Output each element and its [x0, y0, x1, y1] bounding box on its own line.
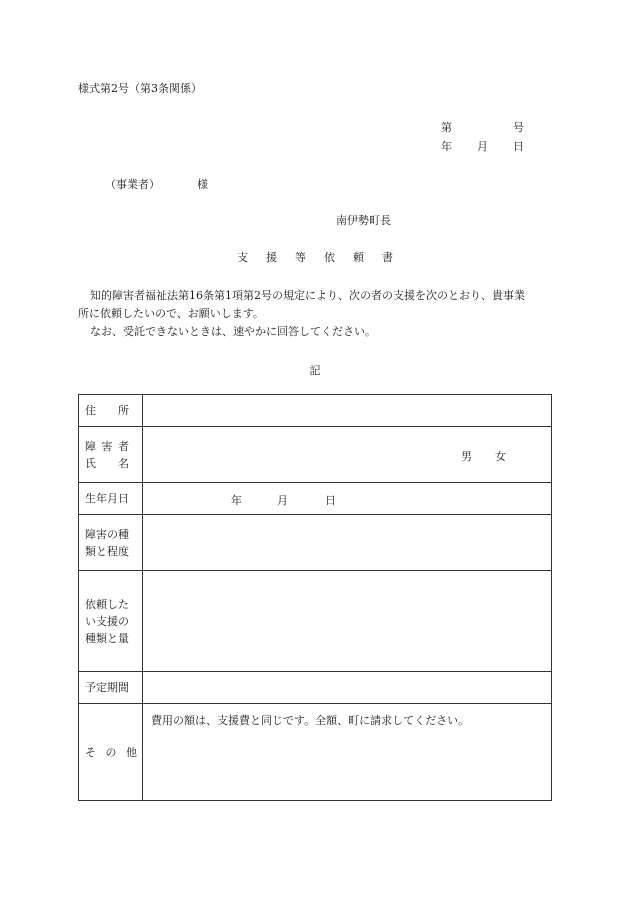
birth-month: 月 — [277, 493, 288, 507]
label-char: の — [105, 745, 117, 759]
label-other — [79, 704, 143, 801]
body-line-2: 所に依頼したいので、お願いします。 — [78, 307, 264, 320]
ki-heading: 記 — [309, 364, 321, 377]
label-char: そ — [85, 745, 96, 759]
request-table — [78, 394, 552, 801]
title-char: 頼 — [353, 251, 364, 264]
date-year: 年 — [441, 140, 452, 153]
title-char: 書 — [382, 251, 393, 264]
label-line: い支援の — [85, 614, 129, 628]
number-suffix: 号 — [513, 121, 524, 134]
label-line: 障害の種 — [85, 527, 129, 541]
label-char: 住 — [85, 404, 96, 417]
label-line: 類と程度 — [85, 544, 129, 558]
title-char: 援 — [266, 251, 277, 264]
row-requested-support — [79, 571, 552, 672]
label-disability — [79, 515, 143, 571]
label-requested-support — [79, 571, 143, 672]
field-disability[interactable] — [143, 515, 552, 571]
recipient-honorific: 様 — [197, 178, 208, 191]
label-address — [79, 395, 143, 427]
form-number: 様式第2号（第3条関係） — [78, 82, 202, 95]
field-other[interactable] — [143, 704, 552, 801]
title-char: 支 — [237, 251, 248, 264]
row-address — [79, 395, 552, 427]
body-line-1: 知的障害者福祉法第16条第1項第2号の規定により、次の者の支援を次のとおり、貴事業 — [90, 289, 525, 302]
field-period[interactable] — [143, 672, 552, 704]
label-line: 種類と量 — [85, 631, 129, 645]
label-char: 害 — [101, 439, 113, 453]
title-char: 等 — [295, 251, 306, 264]
row-period — [79, 672, 552, 704]
label-line: 依頼した — [85, 597, 129, 611]
row-birthdate — [79, 483, 552, 515]
label-char: 所 — [118, 404, 129, 417]
label-char: 者 — [118, 439, 129, 453]
number-prefix: 第 — [441, 121, 452, 134]
recipient-label: （事業者） — [105, 178, 160, 191]
title-char: 依 — [324, 251, 335, 264]
request-body — [78, 287, 558, 341]
label-period: 予定期間 — [79, 672, 143, 704]
document-title — [0, 249, 630, 265]
birth-day: 日 — [325, 493, 336, 507]
row-disability — [79, 515, 552, 571]
date-day: 日 — [513, 140, 524, 153]
row-other — [79, 704, 552, 801]
field-address[interactable] — [143, 395, 552, 427]
gender-female[interactable]: 女 — [495, 449, 506, 463]
row-person — [79, 427, 552, 483]
label-person — [79, 427, 143, 483]
recipient — [105, 176, 208, 192]
date-month: 月 — [477, 140, 488, 153]
field-person-name[interactable] — [143, 427, 552, 483]
birth-year: 年 — [231, 493, 242, 507]
label-birthdate: 生年月日 — [79, 483, 143, 515]
label-char: 名 — [118, 456, 129, 470]
field-requested-support[interactable] — [143, 571, 552, 672]
label-char: 障 — [85, 439, 96, 453]
document-number-line — [441, 119, 524, 135]
label-char: 他 — [126, 745, 137, 759]
gender-male[interactable]: 男 — [461, 449, 472, 463]
other-note: 費用の額は、支援費と同じです。全額、町に請求してください。 — [151, 714, 470, 727]
body-line-3: なお、受託できないときは、速やかに回答してください。 — [90, 325, 376, 338]
document-date-line — [441, 138, 524, 154]
field-birthdate[interactable] — [143, 483, 552, 515]
sender: 南伊勢町長 — [336, 214, 391, 227]
label-char: 氏 — [85, 456, 96, 470]
